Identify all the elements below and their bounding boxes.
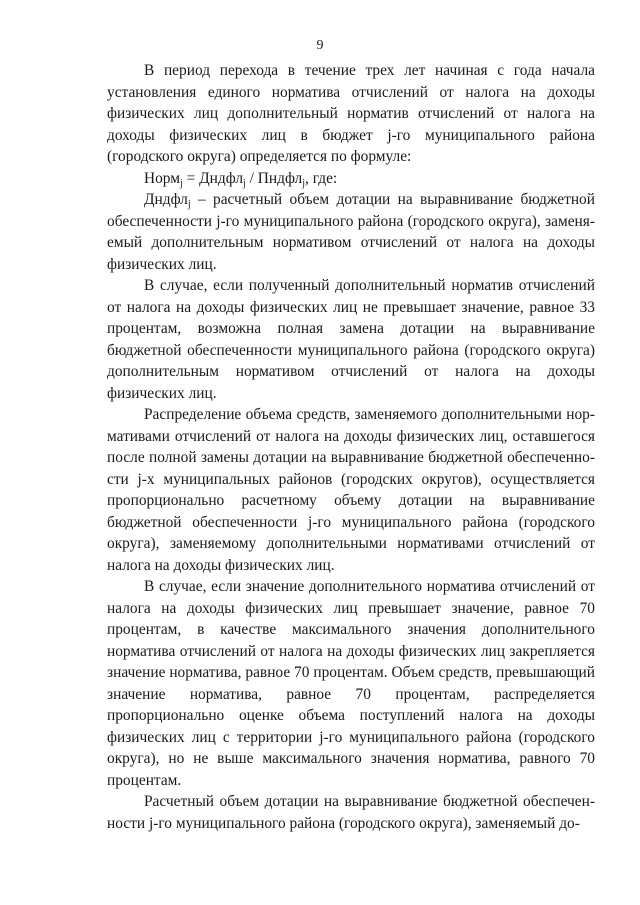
definition-text: – расчетный объем дотации на выравнивание бюджетной обеспеченности j-го муниципального района (городского округа), заменяемый дополнительным нормативом отчислений от налога на доходы физических лиц. (107, 191, 595, 273)
formula-mid: = Дндфл (182, 169, 244, 187)
formula-lhs: Норм (144, 169, 181, 187)
formula-rhs: / Пндфл (245, 169, 303, 187)
paragraph-distribution: Распределение объема средств, заменяемого дополнительными нормативами отчислений от налога на доходы физических лиц, оставшегося после полной замены дотации на выравнивание бюджетной обеспеченности j-х муниципальных районов (городских округов), осуществляется пропорционально расчетному объему дотации на выравнивание бюджетной обеспеченности j-го муниципального района (городского округа), заменяемому дополнительными нормативами отчислений от налога на доходы физических лиц. (107, 406, 595, 574)
formula-line (107, 168, 595, 190)
formula-mid-sub: j (243, 177, 246, 189)
paragraph-70-percent: В случае, если значение дополнительного норматива отчислений от налога на доходы физических лиц превышает значение, равное 70 процентам, в качестве максимального значения дополнительного норматива отчислений от налога на доходы физических лиц закрепляется значение норматива, равное 70 процентам. Объем средств, превышающий значение норматива, равное 70 процентам, распределяется пропорционально оценке объема поступлений налога на доходы физических лиц с территории j-го муниципального района (городского округа), но не выше максимального значения норматива, равного 70 процентам. (107, 578, 595, 789)
formula-tail: , где: (305, 169, 338, 187)
page-number: 9 (316, 38, 324, 53)
formula-rhs-sub: j (302, 177, 306, 189)
paragraph-definition (107, 189, 595, 275)
paragraph-33-percent: В случае, если полученный дополнительный норматив отчислений от налога на доходы физических лиц не превышает значение, равное 33 процентам, возможна полная замена дотации на выравнивание бюджетной обеспеченности муниципального района (городского округа) дополнительным нормативом отчислений от налога на доходы физических лиц. (107, 277, 595, 402)
formula-lhs-sub: j (180, 177, 183, 189)
paragraph-transition-period: В период перехода в течение трех лет начиная с года начала установления единого норматива отчислений от налога на доходы физических лиц дополнительный норматив отчислений от налога на доходы физических лиц в бюджет j-го муниципального района (городского округа) определяется по формуле: (107, 62, 595, 165)
definition-term-sub: j (187, 199, 191, 210)
paragraph-subsidy-volume: Расчетный объем дотации на выравнивание бюджетной обеспеченности j-го муниципального района (городского округа), заменяемый до- (107, 793, 595, 832)
definition-term: Дндфл (144, 191, 188, 208)
document-body (107, 60, 595, 834)
